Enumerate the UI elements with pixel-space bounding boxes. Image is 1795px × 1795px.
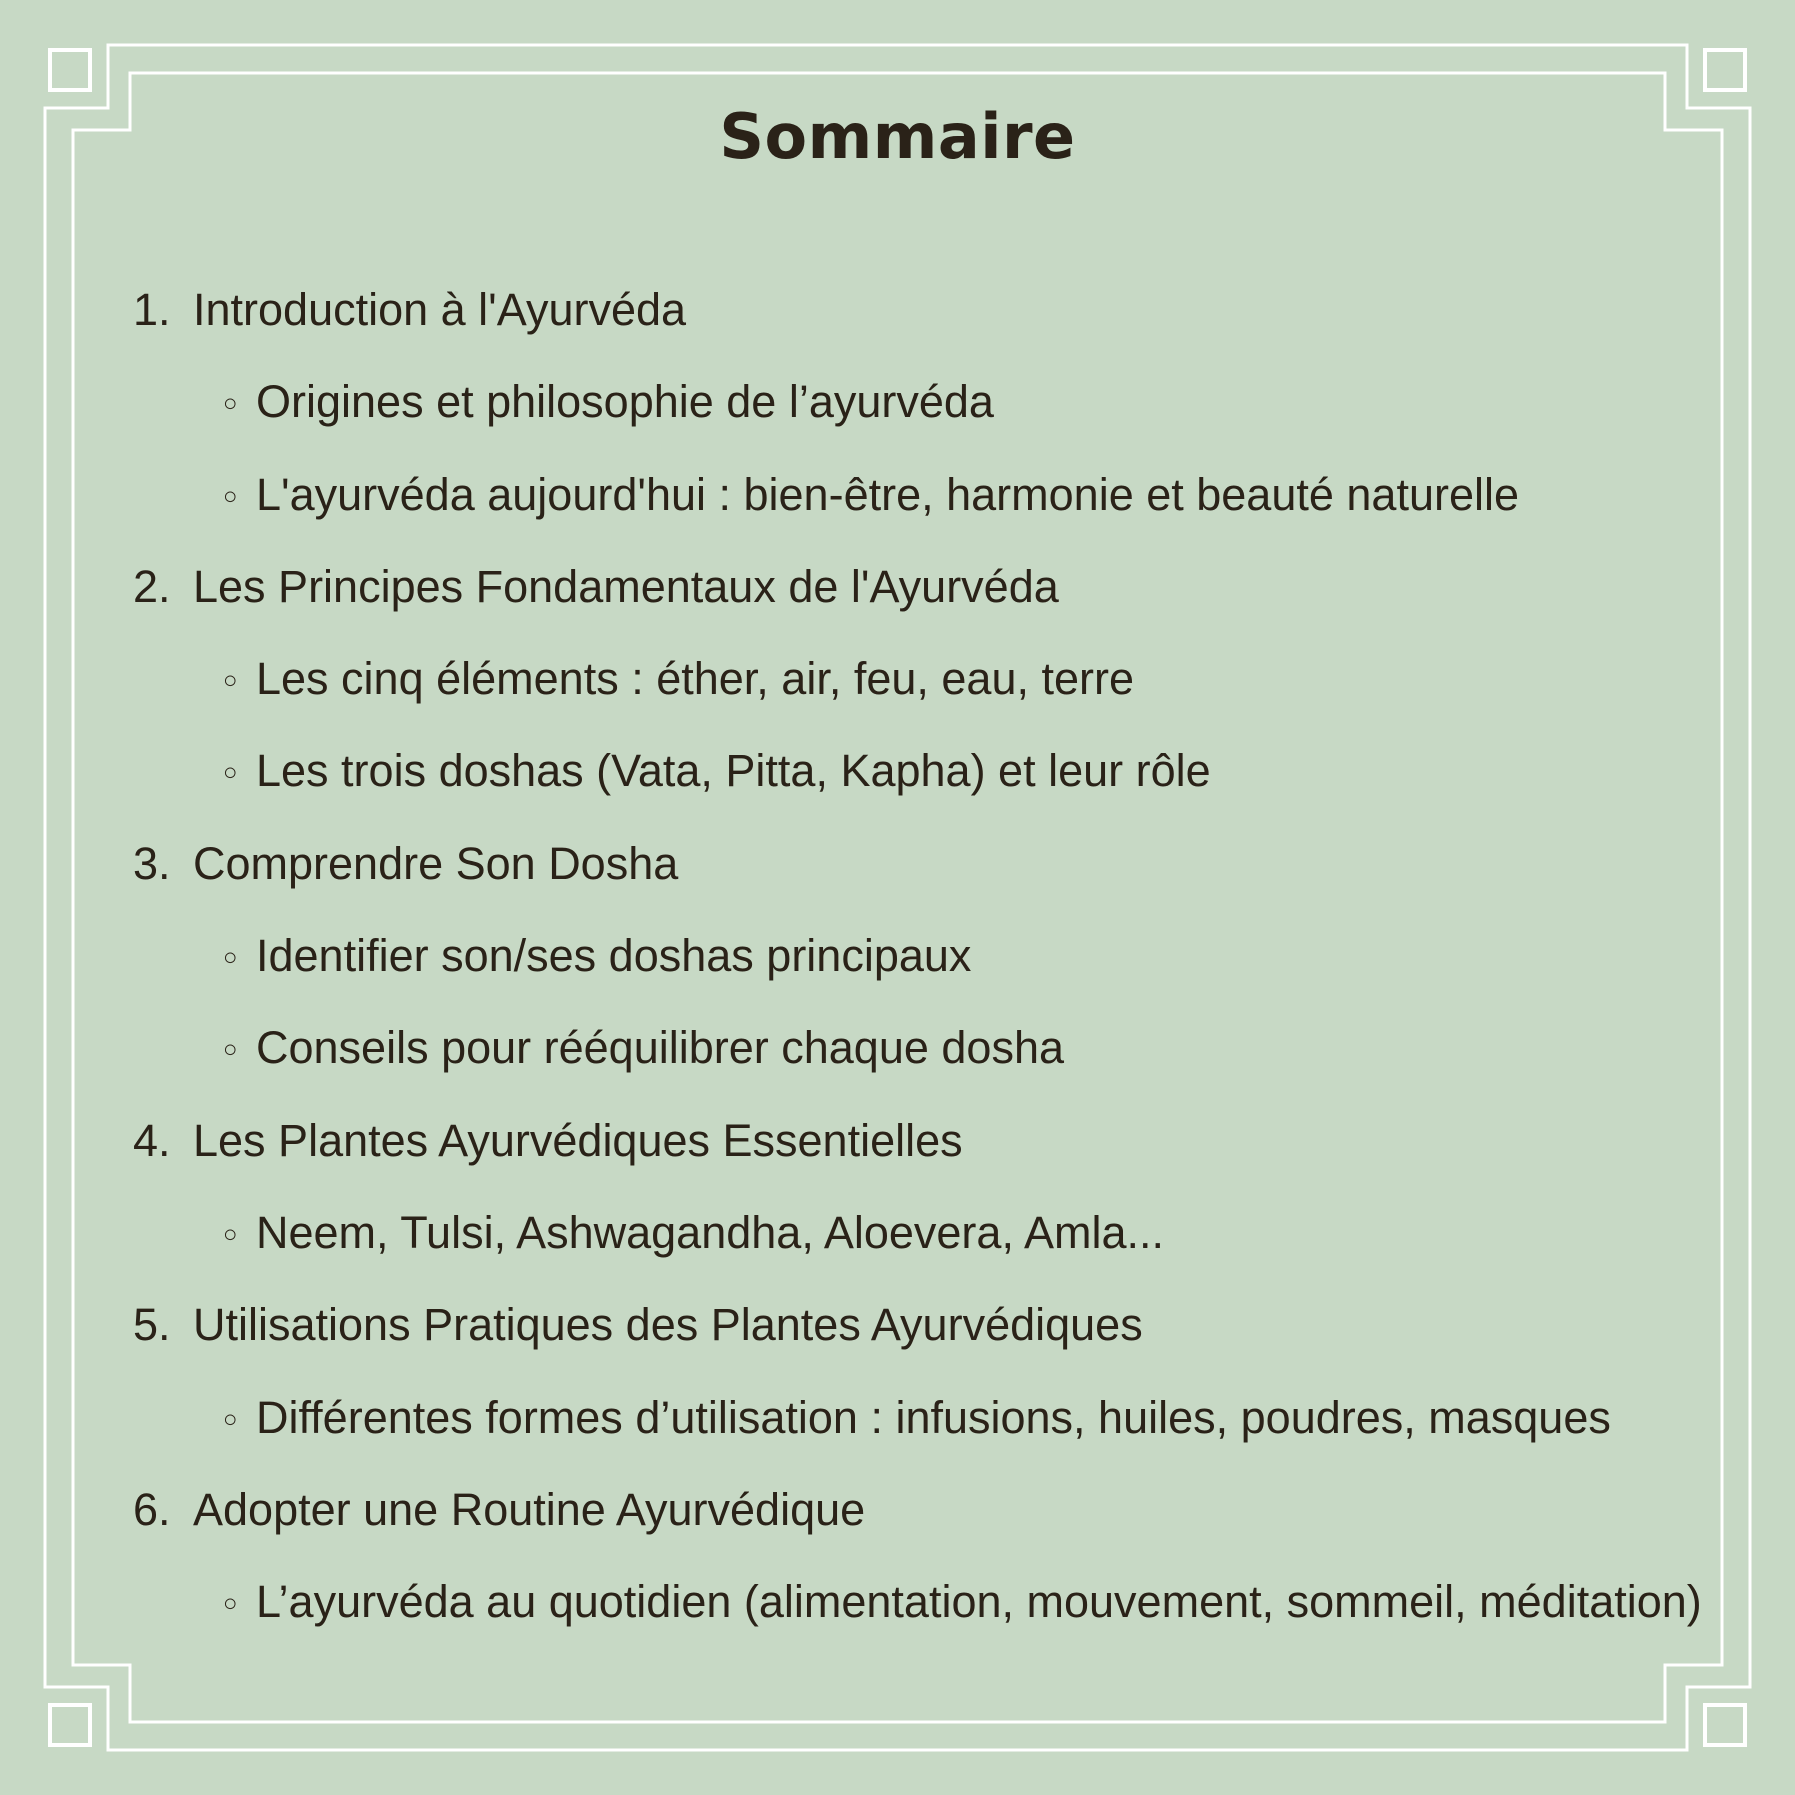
toc-subitem-label: Origines et philosophie de l’ayurvéda (256, 376, 994, 428)
page-title: Sommaire (719, 100, 1076, 173)
toc-subitem (133, 926, 1693, 1018)
hollow-bullet-icon: ○ (223, 390, 238, 418)
toc-item (133, 834, 1693, 926)
toc-item (133, 1295, 1693, 1387)
toc-item-label: Introduction à l'Ayurvéda (193, 284, 687, 335)
hollow-bullet-icon: ○ (223, 667, 238, 695)
toc-item (133, 557, 1693, 649)
toc-subitem (133, 649, 1693, 741)
toc-subitem (133, 465, 1693, 557)
toc-item-label: Comprendre Son Dosha (193, 837, 679, 889)
toc-subitem (133, 1203, 1693, 1295)
toc-item-number: 6. (133, 1483, 171, 1535)
toc-item-label: Adopter une Routine Ayurvédique (193, 1483, 866, 1535)
toc-item-label: Les Plantes Ayurvédiques Essentielles (193, 1114, 963, 1166)
toc-subitem-label: L'ayurvéda aujourd'hui : bien-être, harmonie et beauté naturelle (256, 468, 1520, 520)
toc-subitem (133, 1388, 1693, 1480)
toc-item (133, 280, 1693, 372)
toc-item-number: 5. (133, 1299, 171, 1351)
hollow-bullet-icon: ○ (223, 1036, 238, 1064)
toc-item-number: 1. (133, 284, 171, 335)
toc-subitem-label: Neem, Tulsi, Ashwagandha, Aloevera, Amla... (256, 1206, 1164, 1258)
toc-item-label: Les Principes Fondamentaux de l'Ayurvéda (193, 560, 1059, 612)
toc-subitem-label: Les trois doshas (Vata, Pitta, Kapha) et leur rôle (256, 745, 1211, 797)
toc-item-number: 3. (133, 837, 171, 889)
hollow-bullet-icon: ○ (223, 482, 238, 510)
hollow-bullet-icon: ○ (223, 1590, 238, 1618)
toc-subitem-label: L’ayurvéda au quotidien (alimentation, mouvement, sommeil, méditation) (256, 1576, 1702, 1628)
toc-item-label: Utilisations Pratiques des Plantes Ayurvédiques (193, 1299, 1143, 1351)
toc-subitem (133, 1018, 1693, 1110)
hollow-bullet-icon: ○ (223, 759, 238, 787)
toc-item (133, 1480, 1693, 1572)
hollow-bullet-icon: ○ (223, 944, 238, 972)
table-of-contents (133, 280, 1702, 1664)
hollow-bullet-icon: ○ (223, 1405, 238, 1433)
hollow-bullet-icon: ○ (223, 1220, 238, 1248)
toc-subitem-label: Différentes formes d’utilisation : infusions, huiles, poudres, masques (256, 1391, 1611, 1443)
toc-subitem-label: Les cinq éléments : éther, air, feu, eau, terre (256, 653, 1135, 705)
toc-subitem (133, 372, 1693, 464)
toc-item (133, 1111, 1693, 1203)
toc-item-number: 2. (133, 560, 171, 612)
toc-subitem (133, 1572, 1702, 1664)
toc-subitem (133, 741, 1693, 833)
toc-subitem-label: Conseils pour rééquilibrer chaque dosha (256, 1022, 1065, 1074)
toc-item-number: 4. (133, 1114, 171, 1166)
toc-subitem-label: Identifier son/ses doshas principaux (256, 930, 972, 982)
